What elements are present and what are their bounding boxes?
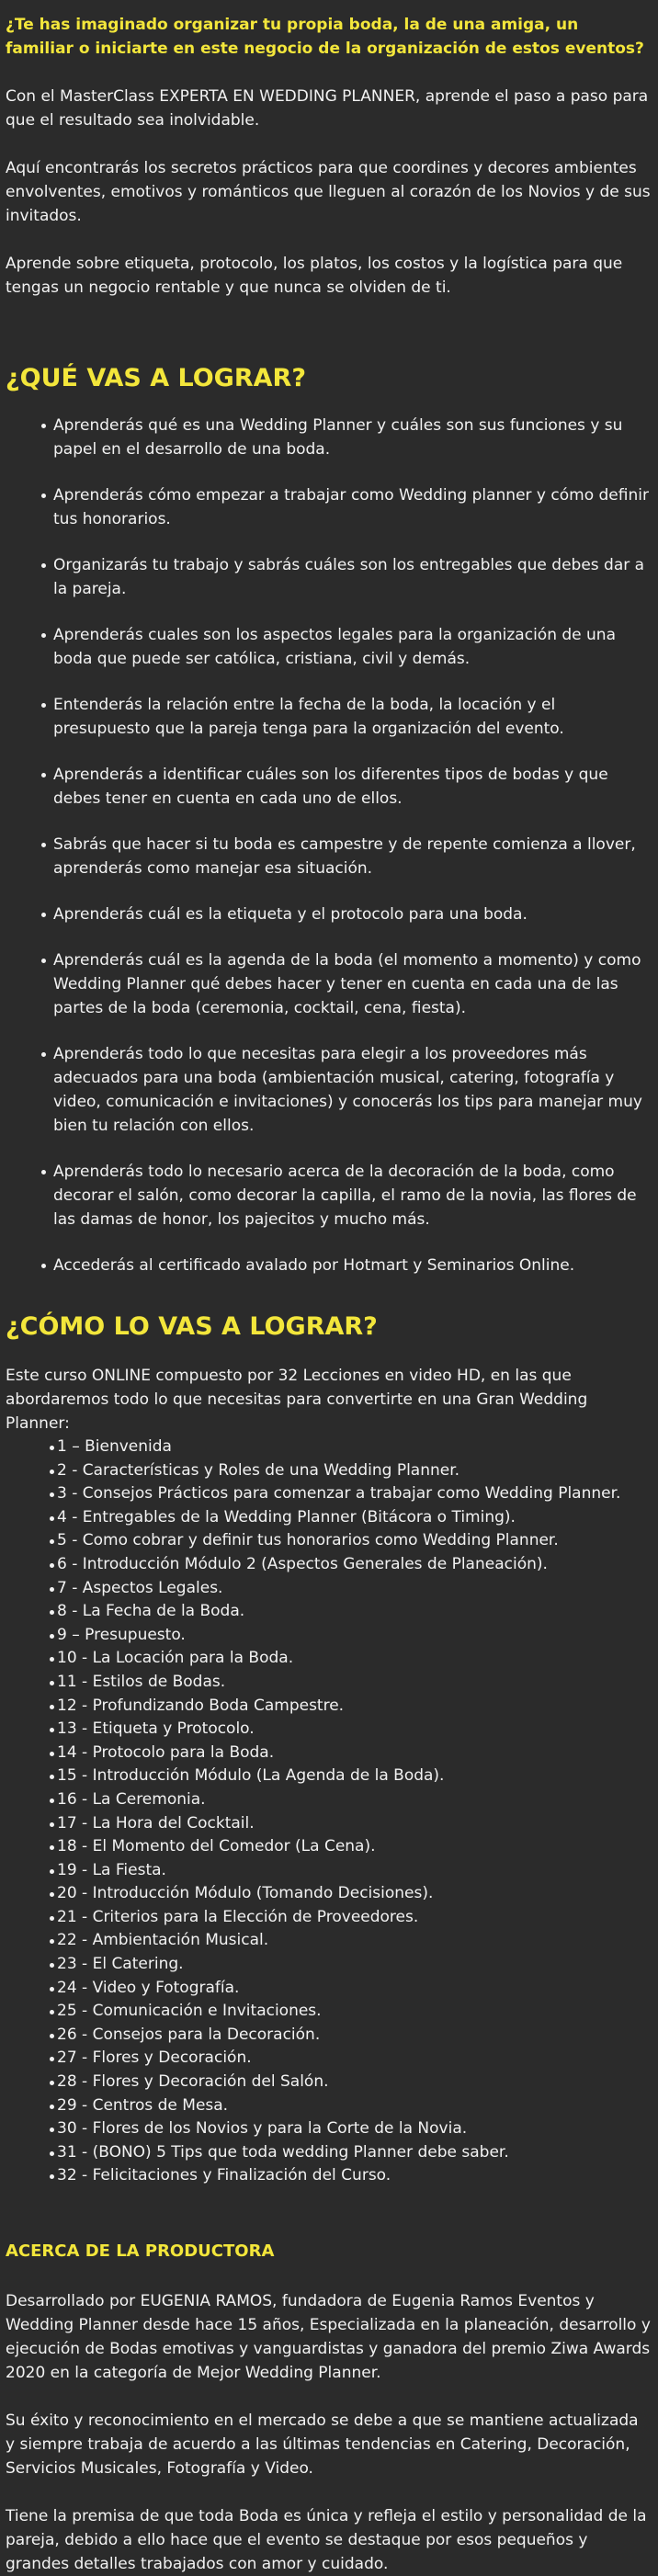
goal-item: Aprenderás a identificar cuáles son los diferentes tipos de bodas y que debes tener en cuenta en cada uno de ellos.: [53, 763, 651, 811]
module-item: 1 – Bienvenida: [57, 1436, 651, 1459]
goal-item: Aprenderás todo lo necesario acerca de la decoración de la boda, como decorar el salón, como decorar la capilla, el ramo de la novia, las flores de las damas de honor, los pajecitos y mucho más.: [53, 1160, 651, 1231]
goal-item: Aprenderás qué es una Wedding Planner y cuáles son sus funciones y su papel en el desarrollo de una boda.: [53, 414, 651, 461]
module-item: 15 - Introducción Módulo (La Agenda de la Boda).: [57, 1765, 651, 1788]
goal-item: Aprenderás cuál es la agenda de la boda (el momento a momento) y como Wedding Planner qué debes hacer y tener en cuenta en cada una de las partes de la boda (ceremonia, cocktail, cena, fiesta).: [53, 948, 651, 1020]
module-item: 9 – Presupuesto.: [57, 1624, 651, 1648]
goal-item: Accederás al certificado avalado por Hotmart y Seminarios Online.: [53, 1254, 651, 1277]
module-item: 27 - Flores y Decoración.: [57, 2047, 651, 2071]
module-item: 29 - Centros de Mesa.: [57, 2094, 651, 2118]
intro-paragraph: Aquí encontrarás los secretos prácticos para que coordines y decores ambientes envolventes, emotivos y románticos que lleguen al corazón de los Novios y de sus invitados.: [6, 159, 651, 225]
producer-paragraph: Tiene la premisa de que toda Boda es única y refleja el estilo y personalidad de la pareja, debido a ello hace que el evento se destaque por esos pequeños y grandes detalles trabajados con amor y cuidado.: [6, 2507, 647, 2573]
module-item: 13 - Etiqueta y Protocolo.: [57, 1718, 651, 1742]
module-item: 19 - La Fiesta.: [57, 1859, 651, 1883]
modules-list: [6, 1436, 651, 2188]
goal-item: Entenderás la relación entre la fecha de la boda, la locación y el presupuesto que la pareja tenga para la organización del evento.: [53, 693, 651, 741]
module-item: 14 - Protocolo para la Boda.: [57, 1742, 651, 1765]
module-item: 24 - Video y Fotografía.: [57, 1977, 651, 2001]
intro-paragraph: Aprende sobre etiqueta, protocolo, los platos, los costos y la logística para que tengas un negocio rentable y que nunca se olviden de ti.: [6, 255, 623, 297]
intro-paragraph: Con el MasterClass EXPERTA EN WEDDING PLANNER, aprende el paso a paso para que el resultado sea inolvidable.: [6, 87, 649, 130]
module-item: 3 - Consejos Prácticos para comenzar a trabajar como Wedding Planner.: [57, 1482, 651, 1506]
producer-paragraph: Su éxito y reconocimiento en el mercado se debe a que se mantiene actualizada y siempre trabaja de acuerdo a las últimas tendencias en Catering, Decoración, Servicios Musicales, Fotografía y Video.: [6, 2411, 639, 2478]
intro-heading: ¿Te has imaginado organizar tu propia boda, la de una amiga, un familiar o iniciarte en este negocio de la organización de estos eventos?: [6, 16, 644, 58]
goal-item: Aprenderás cómo empezar a trabajar como Wedding planner y cómo definir tus honorarios.: [53, 483, 651, 531]
goals-list: [6, 414, 651, 1277]
module-item: 4 - Entregables de la Wedding Planner (Bitácora o Timing).: [57, 1506, 651, 1530]
module-item: 10 - La Locación para la Boda.: [57, 1647, 651, 1671]
module-item: 20 - Introducción Módulo (Tomando Decisiones).: [57, 1882, 651, 1906]
module-item: 25 - Comunicación e Invitaciones.: [57, 2000, 651, 2024]
module-item: 22 - Ambientación Musical.: [57, 1929, 651, 1953]
goal-item: Organizarás tu trabajo y sabrás cuáles son los entregables que debes dar a la pareja.: [53, 553, 651, 601]
module-item: 18 - El Momento del Comedor (La Cena).: [57, 1835, 651, 1859]
module-item: 8 - La Fecha de la Boda.: [57, 1600, 651, 1624]
module-item: 26 - Consejos para la Decoración.: [57, 2024, 651, 2048]
goal-item: Aprenderás cuales son los aspectos legales para la organización de una boda que puede ser católica, cristiana, civil y demás.: [53, 623, 651, 671]
producer-paragraph: Desarrollado por EUGENIA RAMOS, fundadora de Eugenia Ramos Eventos y Wedding Planner desde hace 15 años, Especializada en la planeación, desarrollo y ejecución de Bodas emotivas y vanguardistas y ganadora del premio Ziwa Awards 2020 en la categoría de Mejor Wedding Planner.: [6, 2292, 651, 2382]
module-item: 17 - La Hora del Cocktail.: [57, 1812, 651, 1836]
module-item: 23 - El Catering.: [57, 1953, 651, 1977]
how-intro: Este curso ONLINE compuesto por 32 Lecciones en video HD, en las que abordaremos todo lo que necesitas para convertirte en una Gran Wedding Planner:: [6, 1367, 588, 1433]
module-item: 21 - Criterios para la Elección de Proveedores.: [57, 1906, 651, 1930]
goal-item: Aprenderás cuál es la etiqueta y el protocolo para una boda.: [53, 902, 651, 926]
producer-title: ACERCA DE LA PRODUCTORA: [6, 2241, 275, 2261]
module-item: 5 - Como cobrar y definir tus honorarios como Wedding Planner.: [57, 1529, 651, 1553]
module-item: 30 - Flores de los Novios y para la Corte de la Novia.: [57, 2117, 651, 2141]
module-item: 28 - Flores y Decoración del Salón.: [57, 2071, 651, 2094]
module-item: 32 - Felicitaciones y Finalización del Curso.: [57, 2164, 651, 2188]
module-item: 16 - La Ceremonia.: [57, 1788, 651, 1812]
module-item: 11 - Estilos de Bodas.: [57, 1671, 651, 1695]
how-title: ¿CÓMO LO VAS A LOGRAR?: [6, 1312, 378, 1341]
goal-item: Aprenderás todo lo que necesitas para elegir a los proveedores más adecuados para una boda (ambientación musical, catering, fotografía y video, comunicación e invitaciones) y conocerás los tips para manejar muy bien tu relación con ellos.: [53, 1042, 651, 1138]
module-item: 2 - Características y Roles de una Wedding Planner.: [57, 1459, 651, 1483]
module-item: 31 - (BONO) 5 Tips que toda wedding Planner debe saber.: [57, 2141, 651, 2165]
module-item: 6 - Introducción Módulo 2 (Aspectos Generales de Planeación).: [57, 1553, 651, 1577]
module-item: 12 - Profundizando Boda Campestre.: [57, 1695, 651, 1719]
module-item: 7 - Aspectos Legales.: [57, 1577, 651, 1601]
goals-title: ¿QUÉ VAS A LOGRAR?: [6, 364, 306, 392]
goal-item: Sabrás que hacer si tu boda es campestre y de repente comienza a llover, aprenderás como manejar esa situación.: [53, 833, 651, 880]
